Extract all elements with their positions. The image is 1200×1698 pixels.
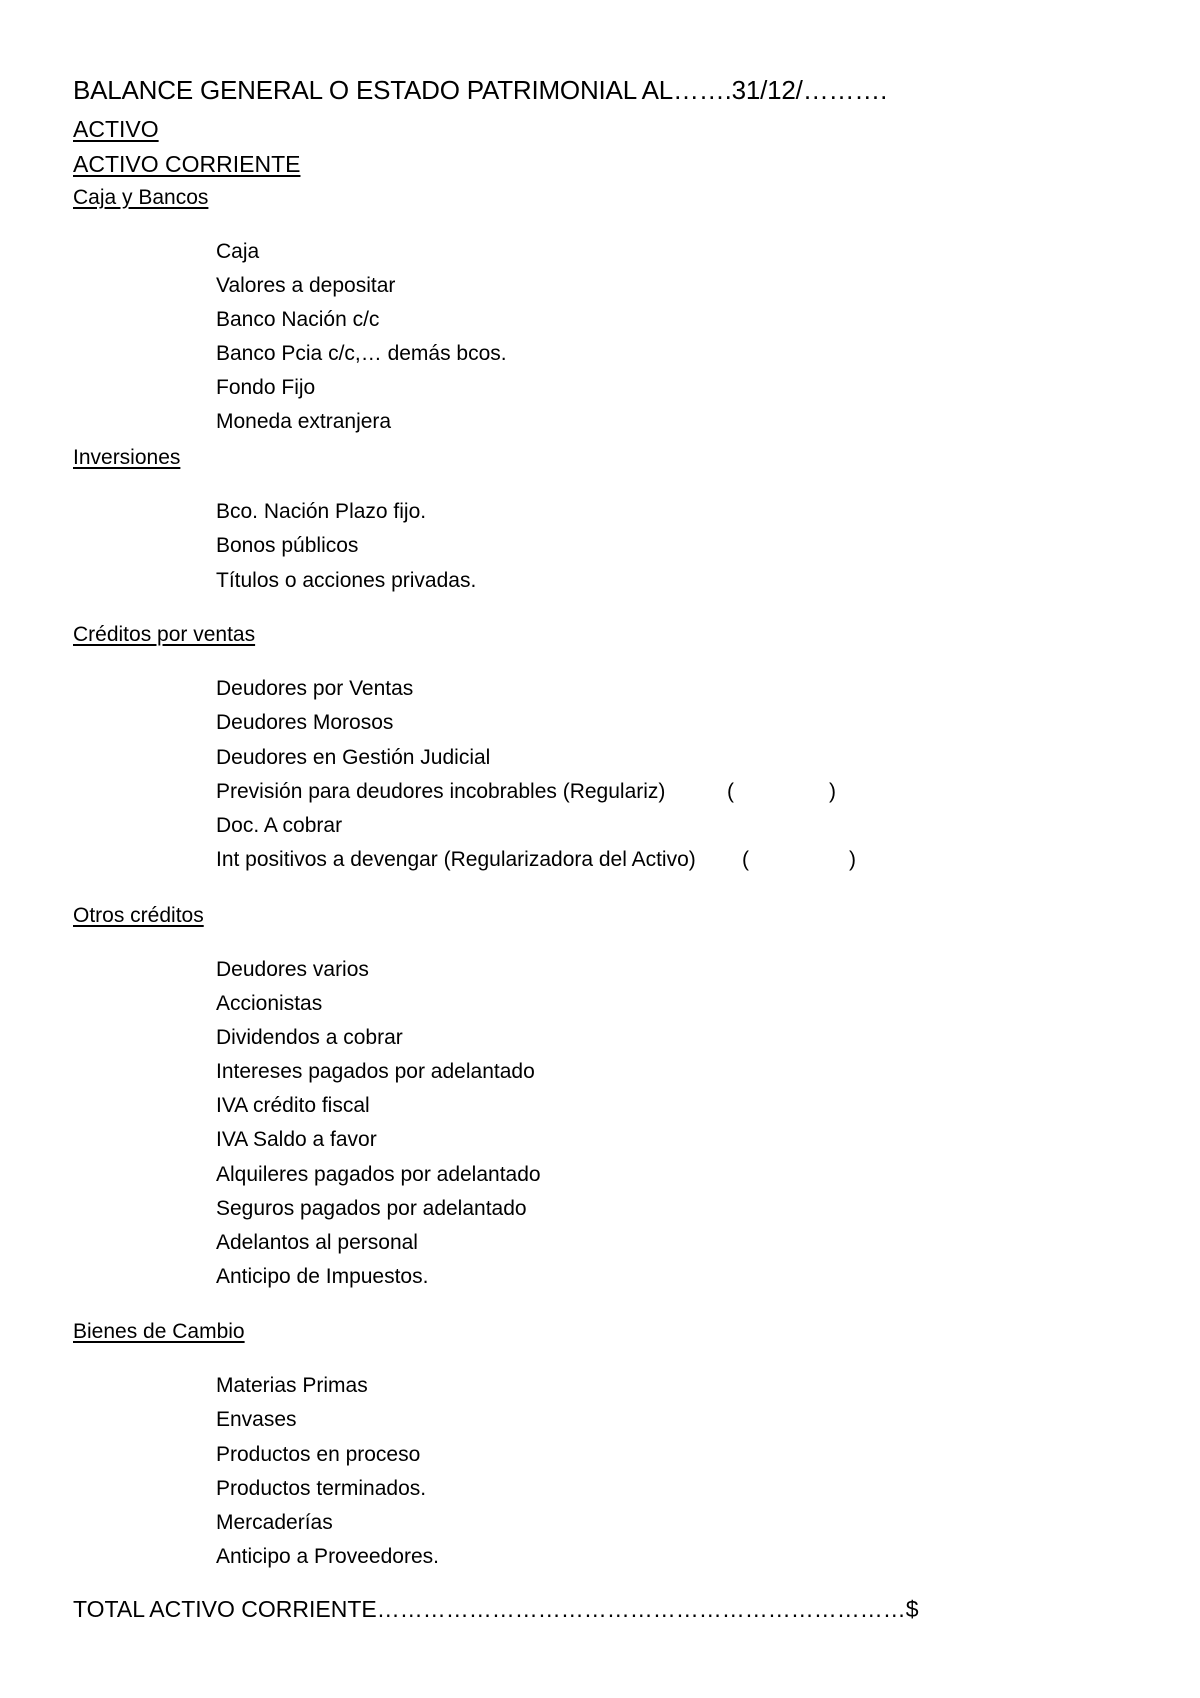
list-item: Mercaderías — [216, 1511, 333, 1534]
list-item: Doc. A cobrar — [216, 814, 343, 837]
list-item: Valores a depositar — [216, 274, 396, 297]
list-item: Anticipo de Impuestos. — [216, 1265, 429, 1288]
heading-activo: ACTIVO — [73, 116, 159, 142]
list-item: Deudores por Ventas — [216, 677, 414, 700]
list-item: Accionistas — [216, 992, 323, 1015]
list-item: Títulos o acciones privadas. — [216, 569, 477, 592]
list-item: Intereses pagados por adelantado — [216, 1060, 535, 1083]
page-title: BALANCE GENERAL O ESTADO PATRIMONIAL AL…….31/12/………. — [73, 75, 888, 105]
list-item: Bco. Nación Plazo fijo. — [216, 500, 427, 523]
list-item: Alquileres pagados por adelantado — [216, 1163, 541, 1186]
section-inversiones: Inversiones — [73, 446, 181, 469]
list-item: Fondo Fijo — [216, 376, 316, 399]
list-item: Int positivos a devengar (Regularizadora del Activo) — [216, 848, 696, 871]
list-item: Dividendos a cobrar — [216, 1026, 403, 1049]
list-item: Adelantos al personal — [216, 1231, 418, 1254]
list-item: Bonos públicos — [216, 534, 359, 557]
list-item: Deudores Morosos — [216, 711, 394, 734]
list-item: IVA Saldo a favor — [216, 1128, 377, 1151]
heading-activo-corriente: ACTIVO CORRIENTE — [73, 151, 301, 177]
list-item: Deudores varios — [216, 958, 369, 981]
list-item: Productos en proceso — [216, 1443, 421, 1466]
list-item: Banco Pcia c/c,… demás bcos. — [216, 342, 507, 365]
list-item: Caja — [216, 240, 260, 263]
list-item: Previsión para deudores incobrables (Regulariz) — [216, 780, 666, 803]
list-item: Productos terminados. — [216, 1477, 427, 1500]
section-bienes-cambio: Bienes de Cambio — [73, 1320, 245, 1343]
open-paren: ( — [727, 780, 734, 803]
close-paren: ) — [829, 780, 836, 803]
list-item: IVA crédito fiscal — [216, 1094, 370, 1117]
list-item: Envases — [216, 1408, 297, 1431]
list-item: Anticipo a Proveedores. — [216, 1545, 439, 1568]
section-creditos-ventas: Créditos por ventas — [73, 623, 256, 646]
total-activo-corriente: TOTAL ACTIVO CORRIENTE……………………………………………………………$ — [73, 1596, 919, 1622]
section-otros-creditos: Otros créditos — [73, 904, 204, 927]
list-item: Materias Primas — [216, 1374, 368, 1397]
close-paren: ) — [849, 848, 856, 871]
list-item: Seguros pagados por adelantado — [216, 1197, 527, 1220]
list-item: Banco Nación c/c — [216, 308, 380, 331]
list-item: Deudores en Gestión Judicial — [216, 746, 491, 769]
list-item: Moneda extranjera — [216, 410, 392, 433]
section-caja-bancos: Caja y Bancos — [73, 186, 209, 209]
open-paren: ( — [742, 848, 749, 871]
